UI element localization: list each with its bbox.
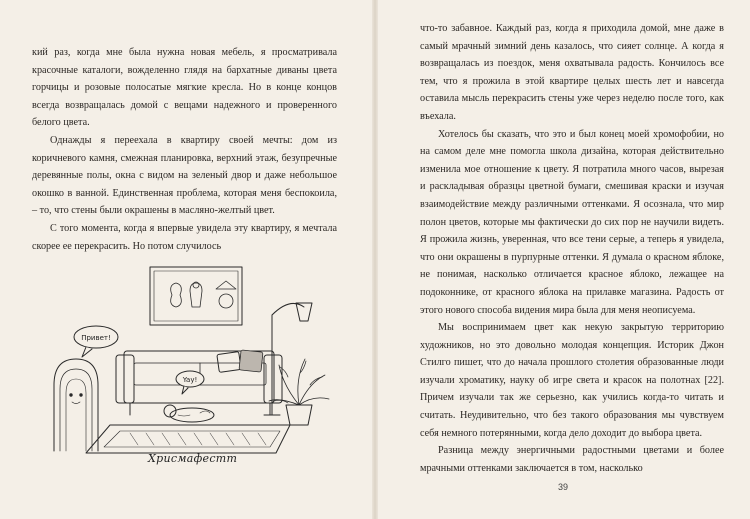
right-paragraph-2: Хотелось бы сказать, что это и был конец моей хромофобии, но на самом деле мне помогла школа дизайна, которая действительно изменила мое отношение к цвету. Я потратила много часов, вырезая и раскладывая образцы цветной бумаги, смешивая краски и изучая взаимодействие между различными оттенками. Я осознала, что мир полон цветов, которые мы фактически до сих пор не научили видеть. Я прожила жизнь, уверенная, что все тени серые, а теперь я увидела, что они окрашены в пурпурные оттенки. Я думала о красном яблоке, не понимая, насколько отличается красное яблоко, лежащее на подоконнике, от красного яблока на прилавке магазина. Радость от этого нового способа видения мира была для меня неописуема. [420, 128, 724, 316]
left-page [0, 0, 372, 519]
wall-picture-frame [150, 267, 242, 325]
right-paragraph-3: Мы воспринимаем цвет как некую закрытую территорию художников, но это довольно молодая концепция. Историк Джон Стилго пишет, что до начала прошлого столетия образованные люди изучали хроматику, науку об игре света и красок на полотнах [22]. Причем изучали так же серьезно, как учились когда-то читать и считать. Неудивительно, что без такого образования мы чувствуем себя немного потерянными, когда дело доходит до выбора цвета. [420, 322, 724, 439]
artist-signature: Хрисмафестт [148, 452, 238, 465]
dog-on-rug [164, 405, 214, 422]
living-room-illustration [50, 255, 350, 475]
left-page-text [32, 44, 337, 255]
speech-bubble-left [74, 326, 118, 357]
left-paragraph-3: С того момента, когда я впервые увидела эту квартиру, я мечтала скорее ее перекрасить. Но потом случилось [32, 222, 337, 252]
right-page [378, 0, 750, 519]
left-paragraph-1: кий раз, когда мне была нужна новая мебель, я просматривала красочные каталоги, вожделенно глядя на бархатные диваны цвета горчицы и розовые полосатые мягкие кресла. Но в конце концов всегда возвращалась домой с вещами надежного и проверенного белого цвета. [32, 47, 337, 129]
right-page-text [420, 20, 724, 477]
page-number: 39 [557, 482, 568, 492]
sofa-cushions [217, 350, 263, 373]
bubble-center-text: Yay! [182, 376, 198, 384]
patterned-rug [86, 425, 290, 453]
right-paragraph-4: Разница между энергичными радостными цветами и более мрачными оттенками заключается в том, насколько [420, 445, 724, 474]
right-paragraph-1: что-то забавное. Каждый раз, когда я приходила домой, мне даже в самый мрачный зимний день казалось, что сияет солнце. А когда я возвращалась из поездок, меня охватывала радость. Кончилось все тем, что я прожила в этой квартире целых шесть лет и навсегда оставила мысль перекрасить стены уже через неделю после того, как въехала. [420, 23, 724, 122]
arch-doorway [54, 359, 98, 451]
bubble-left-text: Привет! [81, 334, 111, 342]
speech-bubble-center [176, 371, 204, 394]
left-paragraph-2: Однажды я переехала в квартиру своей мечты: дом из коричневого камня, смежная планировка, верхний этаж, безупречные деревянные полы, окна с видом на зеленый двор и даже небольшое окошко в ванной. Единственная проблема, которая меня беспокоила, – то, что стены были окрашены в масляно-желтый цвет. [32, 134, 337, 217]
